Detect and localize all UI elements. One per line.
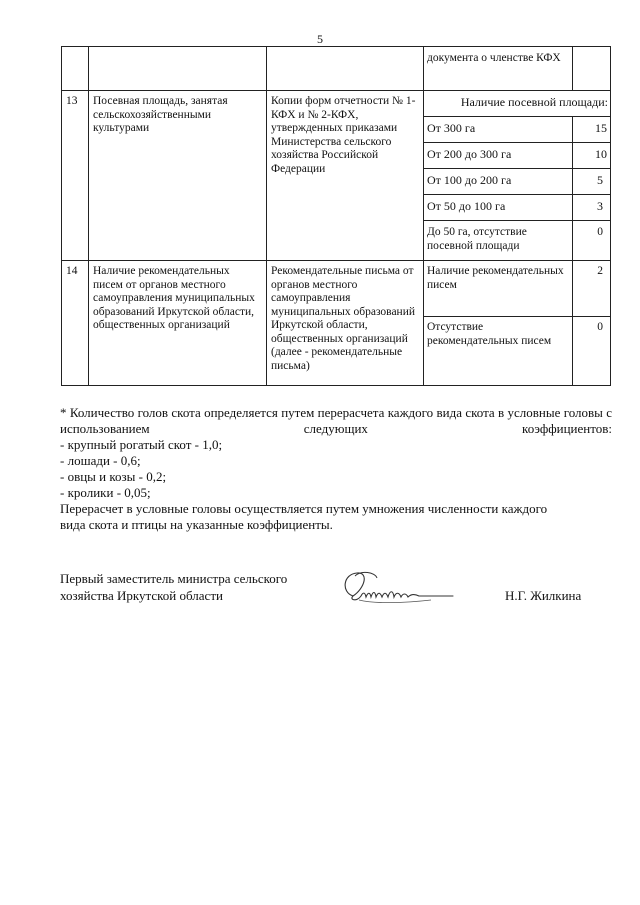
- page-number: 5: [317, 32, 323, 46]
- criterion-score: 5: [597, 173, 603, 187]
- column-divider: [572, 46, 573, 90]
- criterion-score: 2: [597, 265, 603, 277]
- column-divider: [423, 46, 424, 385]
- coefficient-item: - кролики - 0,05;: [60, 485, 151, 500]
- footnote-intro: * Количество голов скота определяется путем перерасчета каждого вида скота в условные головы с использованием следующих коэффициентов:: [60, 405, 612, 436]
- column-divider: [88, 46, 89, 385]
- footnote: [60, 405, 612, 533]
- coefficient-item: - овцы и козы - 0,2;: [60, 469, 167, 484]
- column-divider: [266, 46, 267, 385]
- criterion-score: 0: [597, 321, 603, 333]
- criterion-label: От 200 до 300 га: [427, 147, 512, 161]
- table-border-top: [61, 46, 611, 47]
- row-divider: [423, 194, 611, 195]
- criteria-header: Наличие посевной площади:: [460, 95, 608, 109]
- row-divider: [423, 168, 611, 169]
- coefficient-item: - крупный рогатый скот - 1,0;: [60, 437, 223, 452]
- row-divider: [423, 316, 611, 317]
- table-border-left: [61, 46, 62, 385]
- criterion-label: От 100 до 200 га: [427, 173, 512, 187]
- conversion-note: Перерасчет в условные головы осуществляется путем умножения численности каждого вида скота и птицы на указанные коэффициенты.: [60, 501, 548, 532]
- signatory-name: Н.Г. Жилкина: [505, 588, 582, 603]
- signatory-title: Первый заместитель министра сельского хозяйства Иркутской области: [60, 571, 288, 603]
- criterion-label: До 50 га, отсутствие посевной площади: [427, 226, 527, 252]
- indicator-cell: Посевная площадь, занятая сельскохозяйственными культурами: [93, 95, 228, 134]
- documents-cell: Рекомендательные письма от органов местного самоуправления муниципальных образований Иркутской области, общественных организаций (далее - рекомендательные письма): [271, 265, 416, 372]
- criterion-label: Отсутствие рекомендательных писем: [427, 321, 552, 347]
- criterion-score: 0: [597, 226, 603, 238]
- row-divider: [423, 116, 611, 117]
- criterion-score: 10: [595, 147, 607, 161]
- row-index: 14: [66, 265, 78, 277]
- table-border-bottom: [61, 385, 611, 386]
- row-divider: [423, 220, 611, 221]
- documents-cell: Копии форм отчетности № 1-КФХ и № 2-КФХ, утвержденных приказами Министерства сельского хозяйства Российской Федерации: [271, 95, 416, 175]
- row-divider: [61, 90, 611, 91]
- criterion-continuation: документа о членстве КФХ: [427, 52, 561, 64]
- criterion-score: 3: [597, 199, 603, 213]
- criterion-score: 15: [595, 121, 607, 135]
- criterion-label: От 300 га: [427, 121, 476, 135]
- indicator-cell: Наличие рекомендательных писем от органов местного самоуправления муниципальных образований Иркутской области, общественных организаций: [93, 265, 255, 331]
- row-divider: [61, 260, 611, 261]
- row-divider: [423, 142, 611, 143]
- table-border-right: [610, 46, 611, 385]
- handwritten-signature: [335, 566, 465, 610]
- criterion-label: Наличие рекомендательных писем: [427, 265, 564, 291]
- criterion-label: От 50 до 100 га: [427, 199, 506, 213]
- coefficient-item: - лошади - 0,6;: [60, 453, 141, 468]
- row-index: 13: [66, 95, 78, 107]
